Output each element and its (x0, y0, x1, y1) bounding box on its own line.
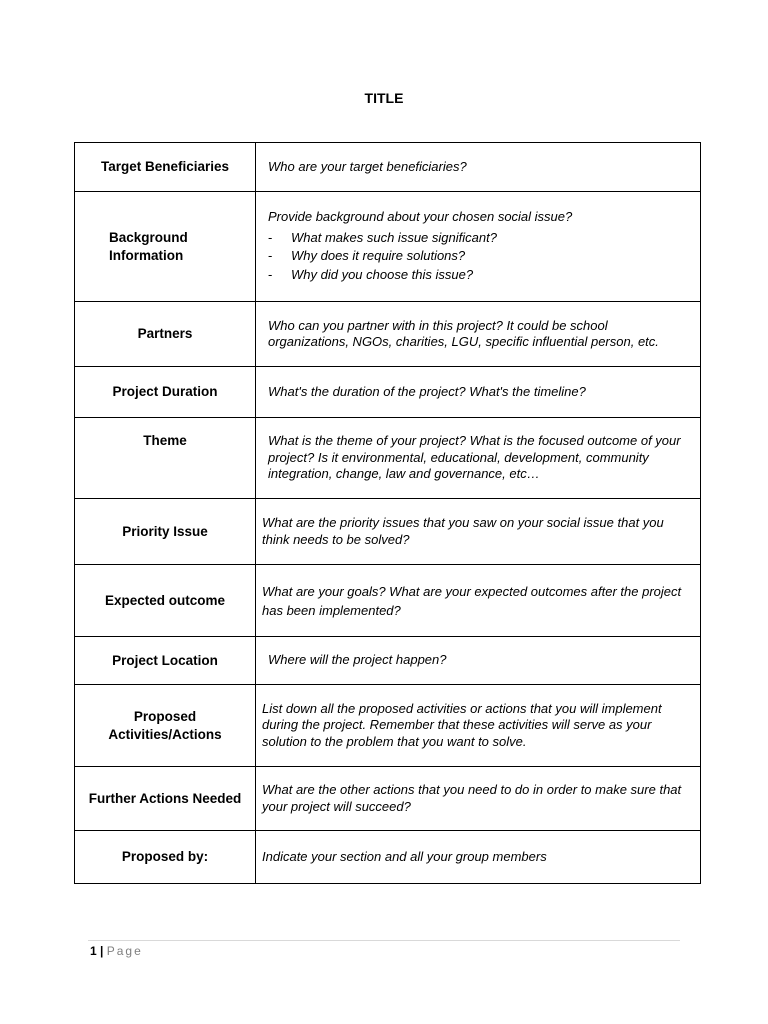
row-label-expected-outcome: Expected outcome (75, 565, 256, 637)
row-content-proposed-by: Indicate your section and all your group members (256, 831, 701, 884)
row-content-theme: What is the theme of your project? What is the focused outcome of your project? Is it environmental, educational, development, community integration, change, law and governance, etc… (256, 418, 701, 499)
list-item: - Why did you choose this issue? (268, 266, 474, 282)
row-content-partners: Who can you partner with in this project? It could be school organizations, NGOs, charities, LGU, specific influential person, etc. (256, 302, 701, 367)
row-label-proposed-activities: Proposed Activities/Actions (75, 685, 256, 767)
row-label-project-duration: Project Duration (75, 367, 256, 418)
row-label-priority-issue: Priority Issue (75, 499, 256, 565)
table-row (75, 767, 701, 831)
table-row (75, 685, 701, 767)
table-row (75, 143, 701, 192)
list-item: - Why does it require solutions? (268, 248, 466, 263)
table-row (75, 418, 701, 499)
table-row (75, 302, 701, 367)
row-content-priority-issue: What are the priority issues that you saw on your social issue that you think needs to be solved? (256, 499, 701, 565)
document-title: TITLE (364, 90, 404, 106)
table-row (75, 831, 701, 884)
row-label-partners: Partners (75, 302, 256, 367)
row-label-background-information: Background Information (75, 192, 256, 302)
row-label-theme: Theme (75, 418, 256, 499)
row-label-target-beneficiaries: Target Beneficiaries (75, 143, 256, 192)
page-footer (90, 944, 143, 958)
page-number: 1 (90, 944, 97, 958)
table-row (75, 637, 701, 685)
footer-divider (88, 940, 680, 941)
row-content-background-information (256, 192, 701, 302)
row-content-proposed-activities: List down all the proposed activities or actions that you will implement during the project. Remember that these activities will serve as your solution to the problem that you want to solve. (256, 685, 701, 767)
table-row (75, 499, 701, 565)
background-bullet-list (268, 229, 688, 285)
row-content-target-beneficiaries: Who are your target beneficiaries? (256, 143, 701, 192)
project-proposal-table (74, 142, 701, 884)
row-label-further-actions: Further Actions Needed (75, 767, 256, 831)
page-label: Page (106, 944, 143, 958)
footer-separator: | (100, 944, 104, 958)
table-row (75, 192, 701, 302)
background-intro-text: Provide background about your chosen social issue? (268, 209, 573, 224)
row-content-expected-outcome: What are your goals? What are your expected outcomes after the project has been implemented? (256, 565, 701, 637)
row-label-proposed-by: Proposed by: (75, 831, 256, 884)
list-item: - What makes such issue significant? (268, 229, 497, 245)
row-label-project-location: Project Location (75, 637, 256, 685)
table-row (75, 565, 701, 637)
row-content-project-location: Where will the project happen? (256, 637, 701, 685)
row-content-further-actions: What are the other actions that you need to do in order to make sure that your project will succeed? (256, 767, 701, 831)
row-content-project-duration: What's the duration of the project? What's the timeline? (256, 367, 701, 418)
table-row (75, 367, 701, 418)
